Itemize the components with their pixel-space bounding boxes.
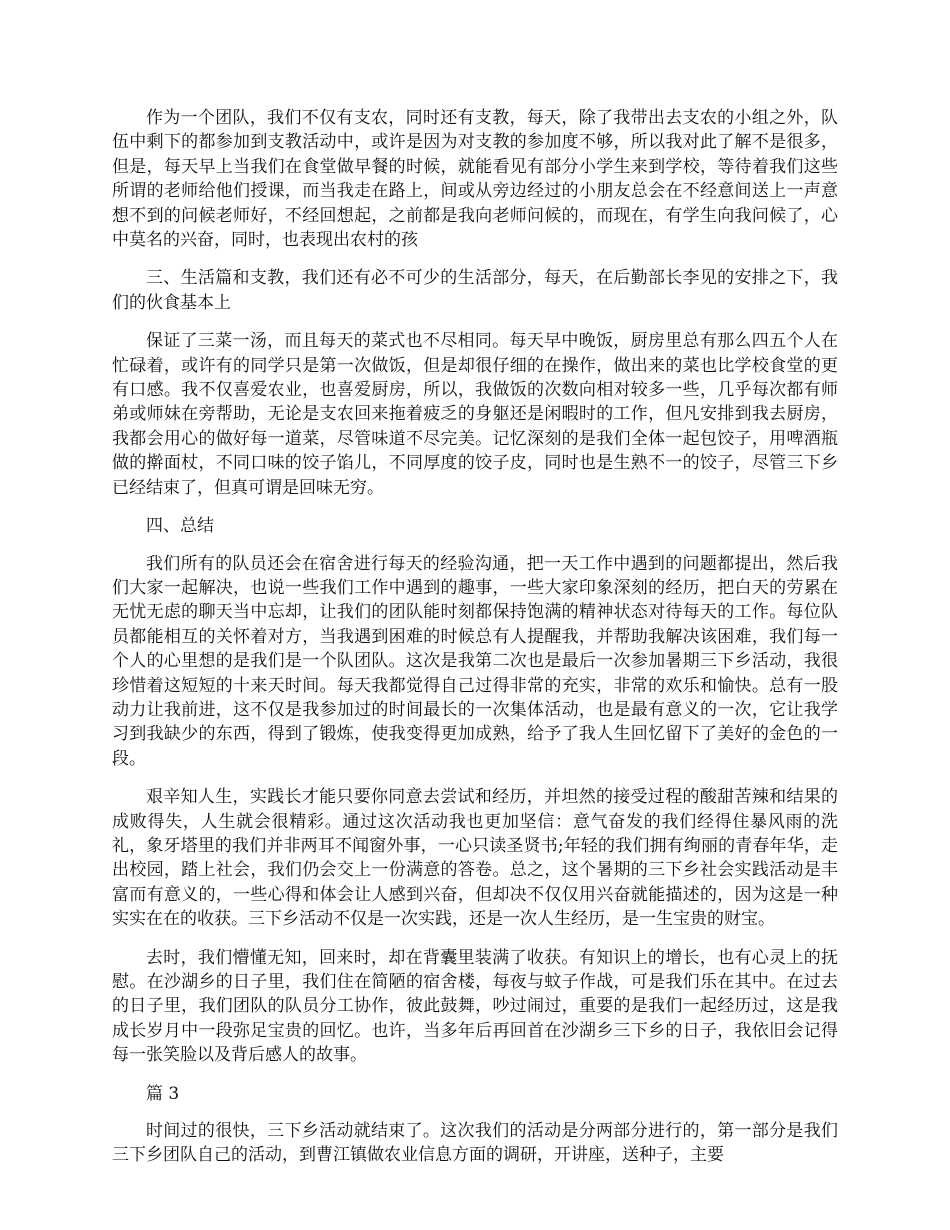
paragraph-time-flies: 时间过的很快，三下乡活动就结束了。这次我们的活动是分两部分进行的，第一部分是我们三下乡团队自己的活动，到曹江镇做农业信息方面的调研，开讲座，送种子，主要 <box>112 1121 838 1166</box>
paragraph-support-teaching: 作为一个团队，我们不仅有支农，同时还有支教，每天，除了我带出去支农的小组之外，队伍中剩下的都参加到支教活动中，或许是因为对支教的参加度不够，所以我对此了解不是很多，但是，每天早上当我们在食堂做早餐的时候，就能看见有部分小学生来到学校，等待着我们这些所谓的老师给他们授课，而当我走在路上，间或从旁边经过的小朋友总会在不经意间送上一声意想不到的问候老师好，不经回想起，之前都是我向老师问候的，而现在，有学生向我问候了，心中莫名的兴奋，同时，也表现出农村的孩 <box>112 108 838 251</box>
paragraph-section-three-heading: 三、生活篇和支教，我们还有必不可少的生活部分，每天，在后勤部长李见的安排之下，我们的伙食基本上 <box>112 268 838 313</box>
paragraph-summary-team: 我们所有的队员还会在宿舍进行每天的经验沟通，把一天工作中遇到的问题都提出，然后我们大家一起解决，也说一些我们工作中遇到的趣事，一些大家印象深刻的经历，把白天的劳累在无忧无虑的聊天当中忘却，让我们的团队能时刻都保持饱满的精神状态对待每天的工作。每位队员都能相互的关怀着对方，当我遇到困难的时候总有人提醒我，并帮助我解决该困难，我们每一个人的心里想的是我们是一个队团队。这次是我第二次也是最后一次参加暑期三下乡活动，我很珍惜着这短短的十来天时间。每天我都觉得自己过得非常的充实，非常的欢乐和愉快。总有一股动力让我前进，这不仅是我参加过的时间最长的一次集体活动，也是最有意义的一次，它让我学习到我缺少的东西，得到了锻炼，使我变得更加成熟，给予了我人生回忆留下了美好的金色的一段。 <box>112 553 838 769</box>
paragraph-practice-life: 艰辛知人生，实践长才能只要你同意去尝试和经历，并坦然的接受过程的酸甜苦辣和结果的成败得失，人生就会很精彩。通过这次活动我也更加坚信：意气奋发的我们经得住暴风雨的洗礼，象牙塔里的我们并非两耳不闻窗外事，一心只读圣贤书;年轻的我们拥有绚丽的青春年华，走出校园，踏上社会，我们仍会交上一份满意的答卷。总之，这个暑期的三下乡社会实践活动是丰富而有意义的，一些心得和体会让人感到兴奋，但却决不仅仅用兴奋就能描述的，因为这是一种实实在在的收获。三下乡活动不仅是一次实践，还是一次人生经历，是一生宝贵的财宝。 <box>112 787 838 930</box>
section-part-three-heading: 篇 3 <box>146 1083 180 1104</box>
section-four-heading: 四、总结 <box>146 516 214 537</box>
paragraph-harvest-memories: 去时，我们懵懂无知，回来时，却在背囊里装满了收获。有知识上的增长，也有心灵上的抚慰。在沙湖乡的日子里，我们住在简陋的宿舍楼，每夜与蚊子作战，可是我们乐在其中。在过去的日子里，我们团队的队员分工协作，彼此鼓舞，吵过闹过，重要的是我们一起经历过，这是我成长岁月中一段弥足宝贵的回忆。也许，当多年后再回首在沙湖乡三下乡的日子，我依旧会记得每一张笑脸以及背后感人的故事。 <box>112 947 838 1066</box>
paragraph-meals: 保证了三菜一汤，而且每天的菜式也不尽相同。每天早中晚饭，厨房里总有那么四五个人在忙碌着，或许有的同学只是第一次做饭，但是却很仔细的在操作，做出来的菜也比学校食堂的更有口感。我不仅喜爱农业，也喜爱厨房，所以，我做饭的次数向相对较多一些，几乎每次都有师弟或师妹在旁帮助，无论是支农回来拖着疲乏的身躯还是闲暇时的工作，但凡安排到我去厨房，我都会用心的做好每一道菜，尽管味道不尽完美。记忆深刻的是我们全体一起包饺子，用啤酒瓶做的擀面杖，不同口味的饺子馅儿，不同厚度的饺子皮，同时也是生熟不一的饺子，尽管三下乡已经结束了，但真可谓是回味无穷。 <box>112 331 838 498</box>
document-body <box>112 106 838 1182</box>
